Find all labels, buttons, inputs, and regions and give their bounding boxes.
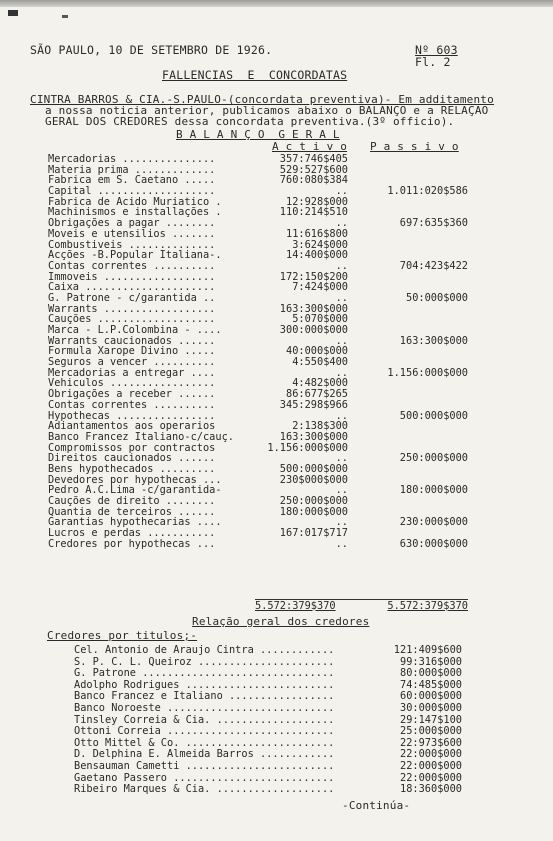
balance-row-label: Acções -B.Popular Italiana-. [48, 249, 222, 262]
balance-row-passive: 1.156:000$000 [387, 366, 468, 379]
creditor-amount: 80:000$000 [400, 667, 462, 680]
balance-row-active: 3:624$000 [292, 238, 348, 251]
balance-row-label: Obrigações a pagar ........ [48, 217, 216, 230]
passive-column-header: P a s s i v o [370, 140, 459, 153]
balance-row-label: Obrigações a receber ...... [48, 388, 216, 401]
total-passive: 5.572:379$370 [387, 600, 468, 612]
balance-row-label: Cauções de direito ........ [48, 495, 216, 507]
balance-row-active: 529:527$600 [279, 163, 348, 176]
creditor-name: G. Patrone ............................... [74, 667, 335, 680]
balance-table [48, 154, 468, 549]
balance-row-active: 40:000$000 [286, 345, 348, 358]
balance-row-active: 86:677$265 [286, 388, 348, 401]
creditor-amount: 99:316$000 [400, 655, 462, 668]
creditor-amount: 74:485$000 [400, 678, 462, 691]
balance-row-active: 5:070$000 [292, 313, 348, 326]
balance-row-active: .. [335, 409, 348, 422]
balance-row-active: .. [335, 452, 348, 465]
balance-row-active: 110:214$510 [279, 206, 348, 219]
balance-row [48, 261, 468, 272]
balance-row-active: .. [335, 217, 348, 230]
creditor-amount: 22:973$600 [400, 736, 462, 749]
balance-row-active: 760:080$384 [279, 174, 348, 187]
balance-row-label: Seguros a vencer .......... [48, 356, 216, 369]
balance-row-passive: 250:000$000 [399, 452, 468, 465]
balance-row-label: Fabrica de Acido Muriatico . [48, 195, 222, 208]
balance-row-label: Compromissos por contractos [48, 441, 216, 454]
balance-row [48, 539, 468, 550]
balance-row-label: Hypothecas ................ [48, 409, 216, 422]
balance-row-active: .. [335, 334, 348, 347]
balance-row-passive: 180:000$000 [399, 484, 468, 497]
balance-row-label: G. Patrone - c/garantida .. [48, 291, 216, 304]
creditor-amount: 18:360$000 [400, 783, 462, 796]
scan-mark [62, 15, 68, 18]
balance-row-label: Marca - L.P.Colombina - .... [48, 324, 222, 336]
creditor-name: Ottoni Correia ........................... [74, 725, 335, 738]
balance-row-active: 250:000$000 [279, 495, 348, 507]
balance-row-label: Cauções ................... [48, 313, 216, 326]
balance-row-label: Contas correntes .......... [48, 398, 216, 411]
balance-row-label: Capital ................... [48, 185, 216, 198]
creditor-row [74, 726, 462, 738]
creditor-row [74, 703, 462, 715]
balance-row-passive: 163:300$000 [399, 334, 468, 347]
balance-row-active: .. [335, 366, 348, 379]
balance-row-label: Moveis e utensilios ....... [48, 227, 216, 240]
balance-row [48, 432, 468, 443]
balance-row-label: Devedores por hypothecas ... [48, 473, 222, 486]
creditor-row [74, 645, 462, 657]
active-column-header: A c t i v o [272, 140, 348, 153]
balance-row-label: Fabrica em S. Caetano ..... [48, 174, 216, 187]
balance-row [48, 400, 468, 411]
creditor-name: S. P. C. L. Queiroz ...................... [74, 655, 335, 668]
balance-row-label: Mercadorias ............... [48, 153, 216, 165]
balance-row-label: Combustiveis .............. [48, 238, 216, 251]
creditor-name: Gaetano Passero .......................... [74, 771, 335, 784]
balance-row-label: Formula Xarope Divino ..... [48, 345, 216, 358]
balance-row-label: Adiantamentos aos operarios [48, 420, 216, 433]
balance-row-active: 167:017$717 [279, 527, 348, 540]
creditor-name: Otto Mittel & Co. ........................ [74, 736, 335, 749]
creditors-list [74, 645, 462, 796]
creditors-title: Relação geral dos credores [192, 615, 370, 628]
balance-row-active: 357:746$405 [279, 153, 348, 165]
balance-row-active: 7:424$000 [292, 281, 348, 294]
scan-top-edge [0, 0, 553, 7]
scan-mark [8, 10, 18, 16]
balance-row-label: Vehiculos ................. [48, 377, 216, 390]
balance-row-active: 1.156:000$000 [267, 441, 348, 454]
balance-row-active: 345:298$966 [279, 398, 348, 411]
balance-row-passive: 230:000$000 [399, 516, 468, 529]
balance-row-active: 4:550$400 [292, 356, 348, 369]
balance-row-active: 300:000$000 [279, 324, 348, 336]
balance-row-passive: 704:423$422 [399, 259, 468, 272]
balance-title: B A L A N Ç O G E R A L [176, 128, 340, 141]
creditor-amount: 60:000$000 [400, 690, 462, 703]
balance-row-active: 172:150$200 [279, 270, 348, 283]
balance-row-label: Pedro A.C.Lima -c/garantida- [48, 484, 222, 497]
balance-row-active: 11:616$800 [286, 227, 348, 240]
balance-row-passive: 630:000$000 [399, 537, 468, 550]
creditor-amount: 121:409$600 [393, 644, 462, 656]
balance-row-active: 163:300$000 [279, 302, 348, 315]
balance-row-label: Immoveis .................. [48, 270, 216, 283]
balance-row-passive: 697:635$360 [399, 217, 468, 230]
creditor-name: Banco Francez e Italiano ................. [74, 690, 335, 703]
creditor-amount: 22:000$000 [400, 748, 462, 761]
creditor-name: Cel. Antonio de Araujo Cintra ............ [74, 644, 335, 656]
balance-row-passive: 500:000$000 [399, 409, 468, 422]
balance-row-label: Warrants caucionados ...... [48, 334, 216, 347]
sheet-number: Fl. 2 [415, 55, 451, 69]
intro-line-2: a nossa noticia anterior, publicamos abaixo o BALANÇO e a RELAÇÃO [45, 104, 489, 117]
creditor-amount: 30:000$000 [400, 701, 462, 714]
balance-row-label: Materia prima ............. [48, 163, 216, 176]
balance-row-active: 4:482$000 [292, 377, 348, 390]
creditor-row [74, 761, 462, 773]
balance-row-label: Lucros e perdas ........... [48, 527, 216, 540]
balance-row-label: Banco Francez Italiano-c/cauç. [48, 430, 234, 443]
total-active: 5.572:379$370 [255, 600, 336, 612]
balance-row-active: .. [335, 537, 348, 550]
balance-row-active: .. [335, 185, 348, 198]
balance-row-label: Contas correntes .......... [48, 259, 216, 272]
balance-row-label: Garantias hypothecarias .... [48, 516, 222, 529]
creditor-name: Adolpho Rodrigues ........................ [74, 678, 335, 691]
creditor-name: Ribeiro Marques & Cia. ................... [74, 783, 335, 796]
balance-row-active: .. [335, 516, 348, 529]
balance-row-active: 230$000$000 [279, 473, 348, 486]
creditor-amount: 22:000$000 [400, 759, 462, 772]
balance-row-label: Quantia de terceiros ...... [48, 505, 216, 518]
balance-totals [255, 598, 468, 612]
creditor-name: Banco Noroeste ........................... [74, 701, 335, 714]
section-title: FALLENCIAS E CONCORDATAS [162, 68, 348, 82]
intro-line-1: CINTRA BARROS & CIA.-S.PAULO-(concordata preventiva)- Em additamento [30, 93, 494, 106]
bulletin-number: Nº 603 [415, 43, 458, 57]
creditor-row [74, 784, 462, 796]
continues-note: -Continúa- [342, 799, 411, 812]
balance-row-label: Mercadorias a entregar .... [48, 366, 216, 379]
balance-row-active: 180:000$000 [279, 505, 348, 518]
balance-row-label: Credores por hypothecas ... [48, 537, 216, 550]
balance-row-active: 12:928$000 [286, 195, 348, 208]
balance-row-active: .. [335, 291, 348, 304]
balance-row [48, 229, 468, 240]
balance-row-active: 2:138$300 [292, 420, 348, 433]
balance-row-active: .. [335, 484, 348, 497]
creditor-amount: 25:000$000 [400, 725, 462, 738]
balance-row-label: Machinismos e installações . [48, 206, 222, 219]
creditor-amount: 22:000$000 [400, 771, 462, 784]
creditor-name: Bensauman Cametti ........................ [74, 759, 335, 772]
balance-row-active: 163:300$000 [279, 430, 348, 443]
balance-row-active: 14:400$000 [286, 249, 348, 262]
place-date: SÃO PAULO, 10 DE SETEMBRO DE 1926. [30, 43, 273, 57]
creditor-name: Tinsley Correia & Cia. ................... [74, 713, 335, 726]
creditor-amount: 29:147$100 [400, 713, 462, 726]
balance-row-passive: 50:000$000 [406, 291, 468, 304]
creditors-subtitle: Credores por titulos;- [47, 629, 198, 642]
balance-row-label: Bens hypothecados ......... [48, 462, 216, 475]
balance-row-label: Warrants .................. [48, 302, 216, 315]
balance-row-label: Caixa ..................... [48, 281, 216, 294]
balance-row-active: 500:000$000 [279, 462, 348, 475]
intro-line-3: GERAL DOS CREDORES dessa concordata preventiva.(3º officio). [45, 115, 455, 128]
balance-row-label: Direitos caucionados ...... [48, 452, 216, 465]
balance-row-active: .. [335, 259, 348, 272]
creditor-name: D. Delphina E. Almeida Barros ............ [74, 748, 335, 761]
balance-row-passive: 1.011:020$586 [387, 185, 468, 198]
